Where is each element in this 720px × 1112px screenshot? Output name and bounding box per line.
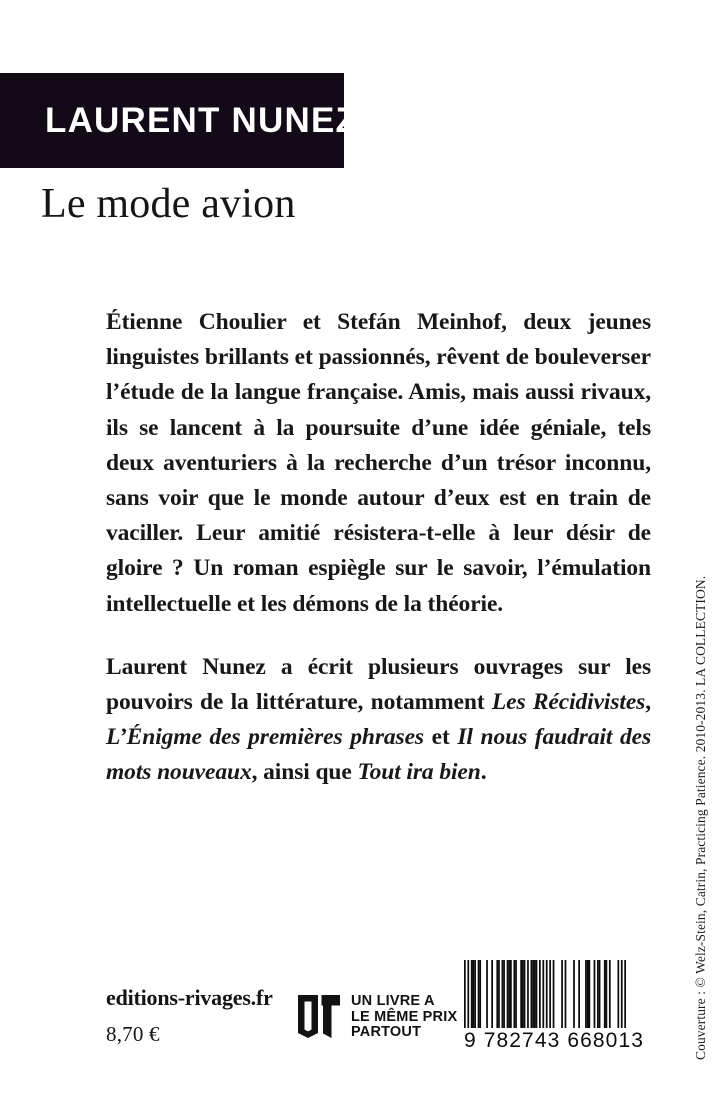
barcode-block <box>464 960 644 1053</box>
open-book-logo-icon <box>296 993 342 1040</box>
blurb-paragraph-author-bio: Laurent Nunez a écrit plusieurs ouvrages sur les pouvoirs de la littérature, notamment Les Récidivistes, L’Énigme des premières phrases et Il nous faudrait des mots nouveaux, ainsi que Tout ira bien. <box>106 653 652 786</box>
barcode-digits: 9 782743 668013 <box>464 1029 644 1052</box>
prix-unique-line-2: LE MÊME PRIX <box>351 1008 458 1025</box>
publisher-website[interactable]: editions-rivages.fr <box>106 985 273 1010</box>
prix-unique-text <box>351 994 457 1041</box>
author-banner <box>0 73 359 168</box>
prix-unique-line-1: UN LIVRE A <box>351 993 435 1009</box>
book-title: Le mode avion <box>41 181 296 227</box>
blurb-text-block <box>106 305 651 791</box>
prix-unique-logo <box>296 993 457 1041</box>
blurb-paragraph-synopsis: Étienne Choulier et Stefán Meinhof, deux jeunes linguistes brillants et passionnés, rêvent de bouleverser l’étude de la langue française. Amis, mais aussi rivaux, ils se lancent à la poursuite d’une idée géniale, tels deux aventuriers à la recherche d’un trésor inconnu, sans voir que le monde autour d’eux est en train de vaciller. Leur amitié résistera-t-elle à leur désir de gloire ? Un roman espiègle sur le savoir, l’émulation intellectuelle et les démons de la théorie. <box>106 309 651 617</box>
footer <box>0 960 720 1080</box>
ean13-barcode-icon <box>464 960 626 1028</box>
prix-unique-line-3: PARTOUT <box>351 1024 422 1040</box>
price-label: 8,70 € <box>106 1022 160 1046</box>
publisher-block <box>106 985 273 1047</box>
author-name: LAURENT NUNEZ <box>45 100 359 140</box>
cover-credit-text: Couverture : © Welz-Stein, Catrin, Practicing Patience. 2010-2013. LA COLLECTION. <box>693 575 708 1060</box>
